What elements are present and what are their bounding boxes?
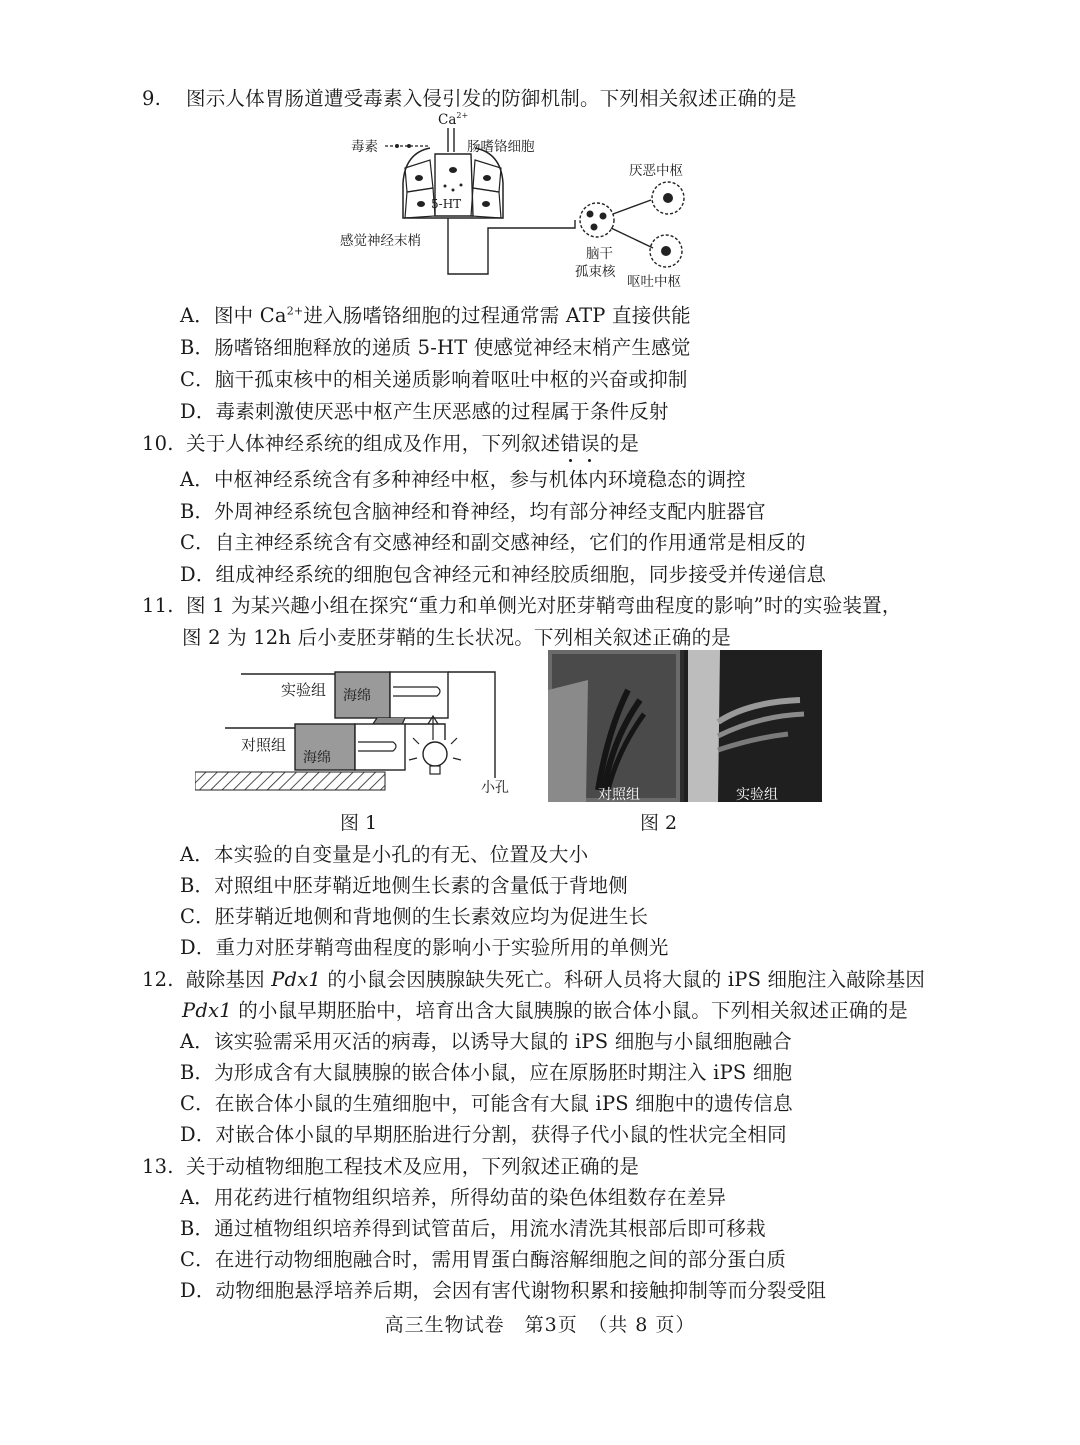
question-11-stem-cont: 图 2 为 12h 后小麦胚芽鞘的生长状况。下列相关叙述正确的是 bbox=[182, 626, 731, 649]
question-12-option-c: C．在嵌合体小鼠的生殖细胞中，可能含有大鼠 iPS 细胞中的遗传信息 bbox=[180, 1092, 793, 1115]
sponge-label: 海绵 bbox=[343, 688, 371, 704]
nucleus-label: 孤束核 bbox=[575, 264, 616, 280]
sensory-nerve-label: 感觉神经末梢 bbox=[340, 233, 421, 249]
question-12-option-b: B．为形成含有大鼠胰腺的嵌合体小鼠，应在原肠胚时期注入 iPS 细胞 bbox=[180, 1061, 793, 1084]
question-9-option-b: B．肠嗜铬细胞释放的递质 5-HT 使感觉神经末梢产生感觉 bbox=[180, 336, 691, 359]
5ht-label: 5-HT bbox=[431, 197, 462, 211]
question-number: 12. bbox=[142, 968, 174, 991]
exp-photo-label: 实验组 bbox=[736, 787, 778, 803]
figure-2-photo bbox=[548, 650, 822, 802]
question-13-option-d: D．动物细胞悬浮培养后期，会因有害代谢物积累和接触抑制等而分裂受阻 bbox=[180, 1279, 827, 1302]
question-number: 9. bbox=[142, 87, 162, 110]
question-9-option-a: A．图中 $Ca^{2+}$进入肠嗜铬细胞的过程通常需 ATP 直接供能 bbox=[180, 304, 691, 327]
small-hole-label: 小孔 bbox=[481, 780, 509, 796]
question-9-stem bbox=[142, 83, 797, 111]
question-12-option-d: D．对嵌合体小鼠的早期胚胎进行分割，获得子代小鼠的性状完全相同 bbox=[180, 1123, 787, 1146]
vomit-center-label: 呕吐中枢 bbox=[627, 274, 681, 290]
question-12-option-a: A．该实验需采用灭活的病毒，以诱导大鼠的 iPS 细胞与小鼠细胞融合 bbox=[180, 1030, 792, 1053]
exp-group-label: 实验组 bbox=[281, 681, 327, 699]
question-10-option-a: A．中枢神经系统含有多种神经中枢，参与机体内环境稳态的调控 bbox=[180, 468, 746, 491]
question-number: 10. bbox=[142, 432, 174, 455]
emphasis-char: 错 bbox=[560, 432, 581, 455]
question-number: 13. bbox=[142, 1155, 174, 1178]
question-12-stem: 12. 敲除基因 Pdx1 的小鼠会因胰腺缺失死亡。科研人员将大鼠的 iPS 细胞注入敲除基因 bbox=[142, 968, 926, 991]
figure-1-apparatus bbox=[195, 658, 525, 808]
question-13-option-c: C．在进行动物细胞融合时，需用胃蛋白酶溶解细胞之间的部分蛋白质 bbox=[180, 1248, 787, 1271]
question-10-option-d: D．组成神经系统的细胞包含神经元和神经胶质细胞，同步接受并传递信息 bbox=[180, 563, 827, 586]
gene-name: Pdx1 bbox=[271, 968, 322, 991]
question-11-option-d: D．重力对胚芽鞘弯曲程度的影响小于实验所用的单侧光 bbox=[180, 936, 669, 959]
emphasis-char: 误 bbox=[580, 432, 600, 455]
question-13-option-a: A．用花药进行植物组织培养，所得幼苗的染色体组数存在差异 bbox=[180, 1186, 727, 1209]
question-11-stem: 11. 图 1 为某兴趣小组在探究“重力和单侧光对胚芽鞘弯曲程度的影响”时的实验装置， bbox=[142, 594, 902, 617]
ctrl-group-label: 对照组 bbox=[241, 736, 287, 754]
page-footer: 高三生物试卷 第3页 （共 8 页） bbox=[384, 1314, 696, 1336]
question-11-option-c: C．胚芽鞘近地侧和背地侧的生长素效应均为促进生长 bbox=[180, 905, 649, 928]
gene-name: Pdx1 bbox=[182, 999, 232, 1022]
question-number: 11. bbox=[142, 594, 174, 617]
question-10-stem: 10. 关于人体神经系统的组成及作用，下列叙述错误的是 bbox=[142, 432, 640, 455]
brainstem-label: 脑干 bbox=[586, 246, 613, 262]
aversion-center-label: 厌恶中枢 bbox=[629, 163, 683, 179]
question-10-option-c: C．自主神经系统含有交感神经和副交感神经，它们的作用通常是相反的 bbox=[180, 531, 806, 554]
figure-1-caption: 图 1 bbox=[340, 812, 378, 834]
figure-2-caption: 图 2 bbox=[640, 812, 678, 834]
ctrl-photo-label: 对照组 bbox=[598, 787, 640, 803]
question-11-option-a: A．本实验的自变量是小孔的有无、位置及大小 bbox=[180, 843, 589, 866]
toxin-label: 毒素 bbox=[351, 139, 378, 155]
question-13-option-b: B．通过植物组织培养得到试管苗后，用流水清洗其根部后即可移栽 bbox=[180, 1217, 766, 1240]
question-12-stem-cont: Pdx1 的小鼠早期胚胎中，培育出含大鼠胰腺的嵌合体小鼠。下列相关叙述正确的是 bbox=[182, 999, 909, 1022]
question-text: 图示人体胃肠道遭受毒素入侵引发的防御机制。下列相关叙述正确的是 bbox=[186, 87, 797, 110]
question-9-option-d: D．毒素刺激使厌恶中枢产生厌恶感的过程属于条件反射 bbox=[180, 400, 669, 423]
question-9-option-c: C．脑干孤束核中的相关递质影响着呕吐中枢的兴奋或抑制 bbox=[180, 368, 688, 391]
ec-cell-label: 肠嗜铬细胞 bbox=[467, 139, 535, 155]
ca-label: $Ca^{2+}$ bbox=[438, 111, 469, 128]
question-13-stem: 13. 关于动植物细胞工程技术及应用，下列叙述正确的是 bbox=[142, 1155, 640, 1178]
question-10-option-b: B．外周神经系统包含脑神经和脊神经，均有部分神经支配内脏器官 bbox=[180, 500, 766, 523]
sponge-label: 海绵 bbox=[303, 750, 331, 766]
gut-defense-diagram bbox=[335, 108, 715, 293]
question-11-option-b: B．对照组中胚芽鞘近地侧生长素的含量低于背地侧 bbox=[180, 874, 628, 897]
